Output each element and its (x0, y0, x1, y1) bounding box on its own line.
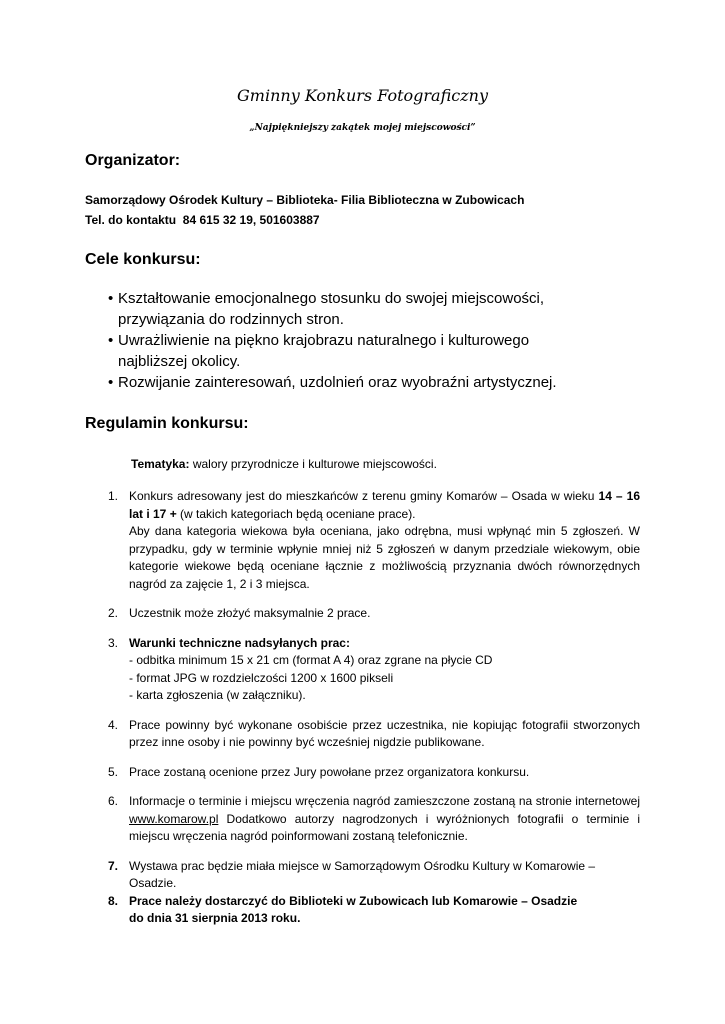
goal-item: • Rozwijanie zainteresowań, uzdolnień oraz wyobraźni artystycznej. (108, 374, 557, 391)
rule-item-8: 8. Prace należy dostarczyć do Biblioteki w Zubowicach lub Komarowie – Osadzie do dnia 31 sierpnia 2013 roku. (108, 893, 578, 925)
rule-item-7: 7. Wystawa prac będzie miała miejsce w Samorządowym Ośrodku Kultury w Komarowie – Osadzie. (108, 858, 596, 890)
rule-item-2: 2. Uczestnik może złożyć maksymalnie 2 prace. (108, 606, 371, 620)
goals-list (85, 288, 645, 393)
bullet-icon: • (108, 332, 114, 349)
rule-item-6: 6. Informacje o terminie i miejscu wręczenia nagród zamieszczone zostaną na stronie internetowej www.komarow.pl Dodatkowo autorzy nagrodzonych i wyróżnionych fotografii o terminie i miejscu wręczenia nagród poinformowani zostaną telefonicznie. (108, 794, 640, 843)
organizer-contact (85, 213, 320, 227)
document-title: Gminny Konkurs Fotograficzny (237, 86, 488, 105)
rule-item-1: 1. Konkurs adresowany jest do mieszkańców z terenu gminy Komarów – Osada w wieku 14 – 16 lat i 17 + (w takich kategoriach będą oceniane prace). Aby dana kategoria wiekowa była oceniana, jako odrębna, musi wpłynąć min 5 zgłoszeń. W przypadku, gdy w terminie wpłynie mniej niż 5 zgłoszeń w danym przedziale wiekowym, obie kategorie wiekowe będą oceniane łącznie z możliwością przyznania dwóch równorzędnych nagród za zajęcie 1, 2 i 3 miejsca. (108, 489, 640, 591)
technical-requirements-heading: Warunki techniczne nadsyłanych prac: (129, 635, 350, 650)
theme-text: walory przyrodnicze i kulturowe miejscowości. (192, 457, 437, 471)
contact-numbers: 84 615 32 19, 501603887 (182, 213, 320, 227)
goal-item: • Uwrażliwienie na piękno krajobrazu naturalnego i kulturowego najbliższej okolicy. (108, 332, 530, 370)
rules-list (85, 488, 640, 928)
bullet-icon: • (108, 374, 114, 391)
rule-item-5: 5. Prace zostaną ocenione przez Jury powołane przez organizatora konkursu. (108, 764, 530, 779)
rule-item-4: 4. Prace powinny być wykonane osobiście przez uczestnika, nie kopiując fotografii stworzonych przez inne osoby i nie powinny być wcześniej nigdzie publikowane. (108, 717, 640, 749)
organizer-heading: Organizator: (85, 152, 181, 169)
goals-heading: Cele konkursu: (85, 251, 201, 268)
theme-label: Tematyka: (131, 457, 190, 471)
document-subtitle: „Najpiękniejszy zakątek mojej miejscowości” (249, 123, 476, 133)
goal-item: • Kształtowanie emocjonalnego stosunku do swojej miejscowości, przywiązania do rodzinnych stron. (108, 290, 545, 328)
theme-line (131, 457, 437, 471)
organizer-name: Samorządowy Ośrodek Kultury – Biblioteka- Filia Biblioteczna w Zubowicach (85, 193, 525, 207)
rules-heading: Regulamin konkursu: (85, 415, 249, 432)
bullet-icon: • (108, 290, 114, 307)
rule-item-3: 3. Warunki techniczne nadsyłanych prac: - odbitka minimum 15 x 21 cm (format A 4) oraz zgrane na płycie CD - format JPG w rozdzielczości 1200 x 1600 pikseli - karta zgłoszenia (w załączniku). (108, 635, 493, 702)
contact-label: Tel. do kontaktu (85, 213, 177, 227)
age-categories: 14 – 16 lat i 17 + (129, 489, 640, 521)
website-link[interactable]: www.komarow.pl (129, 811, 219, 826)
